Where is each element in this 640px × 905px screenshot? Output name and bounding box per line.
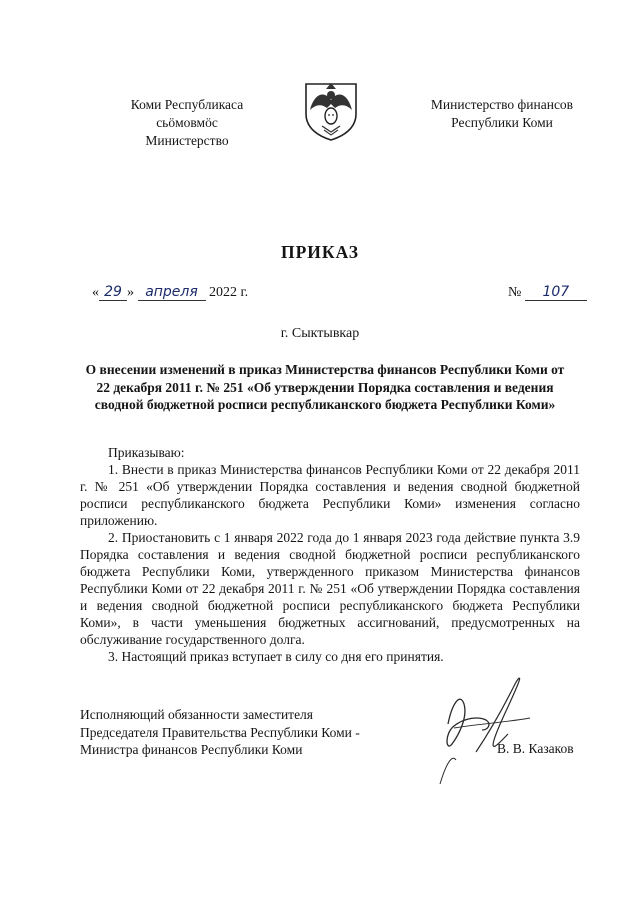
body-item-1: 1. Внести в приказ Министерства финансов Республики Коми от 22 декабря 2011 г. № 251 «Об утверждении Порядка составления и ведения сводной бюджетной росписи республиканского бюджета Республики Коми» изменения согласно приложению. <box>80 462 580 528</box>
body-intro: Приказываю: <box>108 445 185 460</box>
signatory-line-1: Исполняющий обязанности заместителя <box>80 707 314 722</box>
date-day: 29 <box>99 284 127 301</box>
number-prefix: № <box>508 285 522 300</box>
order-subject: О внесении изменений в приказ Министерства финансов Республики Коми от 22 декабря 2011 г. № 251 «Об утверждении Порядка составления и ведения сводной бюджетной росписи республиканского бюджета Республики Коми» <box>85 362 565 412</box>
number-value: 107 <box>525 284 587 301</box>
date-year: 2022 г. <box>209 285 249 300</box>
document-title: ПРИКАЗ <box>280 242 360 262</box>
header-right-line-2: Республики Коми <box>451 115 553 130</box>
header-right-block <box>398 96 606 132</box>
order-number <box>508 284 587 301</box>
header-left-line-3: Министерство <box>145 133 229 148</box>
signatory-line-3: Министра финансов Республики Коми <box>80 742 303 757</box>
order-body <box>80 444 580 665</box>
date-month: апреля <box>138 284 206 301</box>
date-open-quote: « <box>92 285 99 300</box>
header-left-block <box>102 96 272 150</box>
header-left-line-1: Коми Республикаса <box>130 97 244 112</box>
order-date <box>92 284 248 301</box>
date-close-quote: » <box>127 285 134 300</box>
header-right-line-1: Министерство финансов <box>430 97 574 112</box>
city: г. Сыктывкар <box>280 326 360 341</box>
body-item-3: 3. Настоящий приказ вступает в силу со дня его принятия. <box>108 649 444 664</box>
signatory-position <box>80 706 360 759</box>
handwritten-signature <box>418 664 558 794</box>
body-item-2: 2. Приостановить с 1 января 2022 года до 1 января 2023 года действие пункта 3.9 Порядка составления и ведения сводной бюджетной росписи республиканского бюджета Республики Коми, утвержденного приказом Министерства финансов Республики Коми от 22 декабря 2011 г. № 251 «Об утверждении Порядка составления и ведения сводной бюджетной росписи республиканского бюджета Республики Коми», в части уменьшения бюджетных ассигнований, предусмотренных на обслуживание государственного долга. <box>80 530 580 647</box>
header-left-line-2: сьӧмовмӧс <box>156 115 218 130</box>
signatory-name: В. В. Казаков <box>497 741 574 756</box>
signatory-line-2: Председателя Правительства Республики Коми - <box>80 724 360 740</box>
coat-of-arms-icon <box>302 80 360 142</box>
